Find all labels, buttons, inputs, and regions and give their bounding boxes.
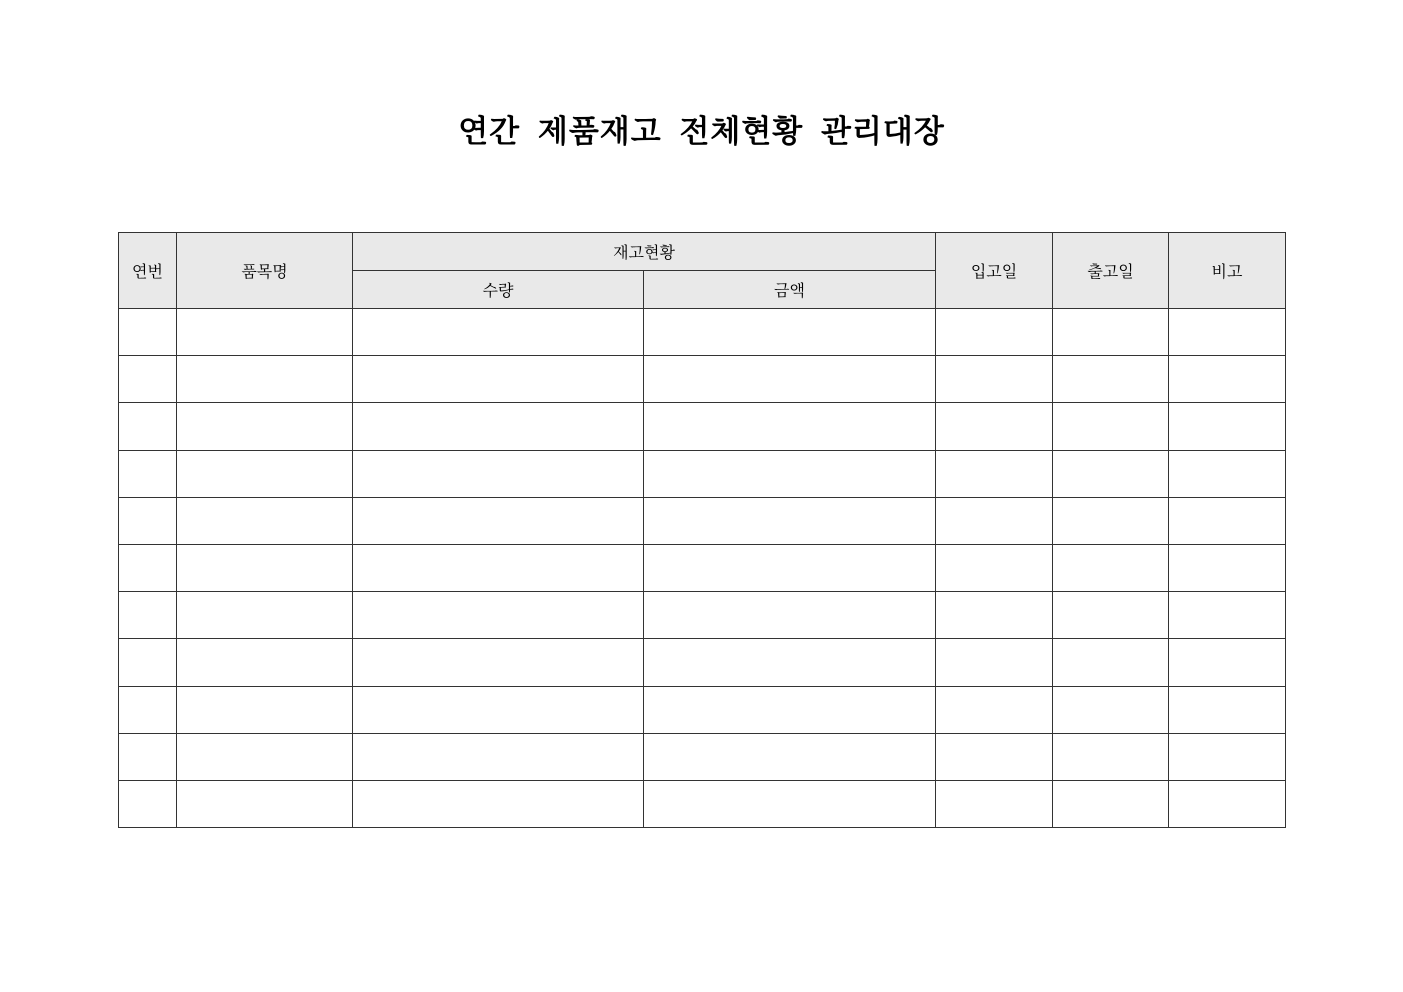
table-body [119,309,1286,828]
serial-cell[interactable] [119,356,177,403]
quantity-cell[interactable] [353,356,644,403]
amount-cell[interactable] [644,497,936,544]
amount-cell[interactable] [644,639,936,686]
table-row [119,686,1286,733]
quantity-cell[interactable] [353,780,644,827]
table-row [119,733,1286,780]
item-name-cell[interactable] [177,450,353,497]
inbound-date-cell[interactable] [936,497,1053,544]
item-name-cell[interactable] [177,686,353,733]
item-name-cell[interactable] [177,780,353,827]
item-name-cell[interactable] [177,592,353,639]
inbound-date-cell[interactable] [936,780,1053,827]
amount-cell[interactable] [644,780,936,827]
quantity-cell[interactable] [353,309,644,356]
quantity-cell[interactable] [353,592,644,639]
page-title: 연간 제품재고 전체현황 관리대장 [458,114,945,150]
outbound-date-cell[interactable] [1053,356,1169,403]
quantity-cell[interactable] [353,497,644,544]
outbound-date-cell[interactable] [1053,686,1169,733]
item-name-cell[interactable] [177,356,353,403]
outbound-date-cell[interactable] [1053,450,1169,497]
table-row [119,450,1286,497]
inbound-date-cell[interactable] [936,356,1053,403]
header-outbound-date: 출고일 [1053,233,1169,309]
header-stock-status: 재고현황 [353,233,936,271]
serial-cell[interactable] [119,450,177,497]
remarks-cell[interactable] [1169,309,1286,356]
table-row [119,356,1286,403]
serial-cell[interactable] [119,686,177,733]
remarks-cell[interactable] [1169,497,1286,544]
inbound-date-cell[interactable] [936,733,1053,780]
header-item-name: 품목명 [177,233,353,309]
serial-cell[interactable] [119,497,177,544]
inbound-date-cell[interactable] [936,544,1053,591]
table-row [119,403,1286,450]
serial-cell[interactable] [119,403,177,450]
serial-cell[interactable] [119,733,177,780]
amount-cell[interactable] [644,450,936,497]
table-header [119,233,1286,309]
item-name-cell[interactable] [177,544,353,591]
remarks-cell[interactable] [1169,686,1286,733]
outbound-date-cell[interactable] [1053,592,1169,639]
quantity-cell[interactable] [353,544,644,591]
table-row [119,639,1286,686]
item-name-cell[interactable] [177,639,353,686]
amount-cell[interactable] [644,733,936,780]
serial-cell[interactable] [119,544,177,591]
quantity-cell[interactable] [353,639,644,686]
item-name-cell[interactable] [177,497,353,544]
item-name-cell[interactable] [177,309,353,356]
amount-cell[interactable] [644,544,936,591]
header-amount: 금액 [644,271,936,309]
item-name-cell[interactable] [177,733,353,780]
header-remarks: 비고 [1169,233,1286,309]
header-inbound-date: 입고일 [936,233,1053,309]
table-row [119,497,1286,544]
amount-cell[interactable] [644,403,936,450]
serial-cell[interactable] [119,592,177,639]
serial-cell[interactable] [119,309,177,356]
remarks-cell[interactable] [1169,403,1286,450]
amount-cell[interactable] [644,309,936,356]
quantity-cell[interactable] [353,450,644,497]
quantity-cell[interactable] [353,686,644,733]
outbound-date-cell[interactable] [1053,497,1169,544]
serial-cell[interactable] [119,780,177,827]
outbound-date-cell[interactable] [1053,639,1169,686]
amount-cell[interactable] [644,592,936,639]
inventory-ledger-table [118,232,1286,828]
remarks-cell[interactable] [1169,780,1286,827]
remarks-cell[interactable] [1169,450,1286,497]
table-row [119,544,1286,591]
quantity-cell[interactable] [353,733,644,780]
item-name-cell[interactable] [177,403,353,450]
header-quantity: 수량 [353,271,644,309]
header-row-top [119,233,1286,271]
inbound-date-cell[interactable] [936,686,1053,733]
remarks-cell[interactable] [1169,356,1286,403]
remarks-cell[interactable] [1169,544,1286,591]
quantity-cell[interactable] [353,403,644,450]
outbound-date-cell[interactable] [1053,403,1169,450]
table-row [119,309,1286,356]
inbound-date-cell[interactable] [936,309,1053,356]
outbound-date-cell[interactable] [1053,544,1169,591]
inbound-date-cell[interactable] [936,450,1053,497]
remarks-cell[interactable] [1169,733,1286,780]
header-serial: 연번 [119,233,177,309]
inbound-date-cell[interactable] [936,592,1053,639]
outbound-date-cell[interactable] [1053,780,1169,827]
inbound-date-cell[interactable] [936,403,1053,450]
table-row [119,780,1286,827]
remarks-cell[interactable] [1169,639,1286,686]
serial-cell[interactable] [119,639,177,686]
amount-cell[interactable] [644,686,936,733]
outbound-date-cell[interactable] [1053,309,1169,356]
table-row [119,592,1286,639]
amount-cell[interactable] [644,356,936,403]
outbound-date-cell[interactable] [1053,733,1169,780]
remarks-cell[interactable] [1169,592,1286,639]
inbound-date-cell[interactable] [936,639,1053,686]
